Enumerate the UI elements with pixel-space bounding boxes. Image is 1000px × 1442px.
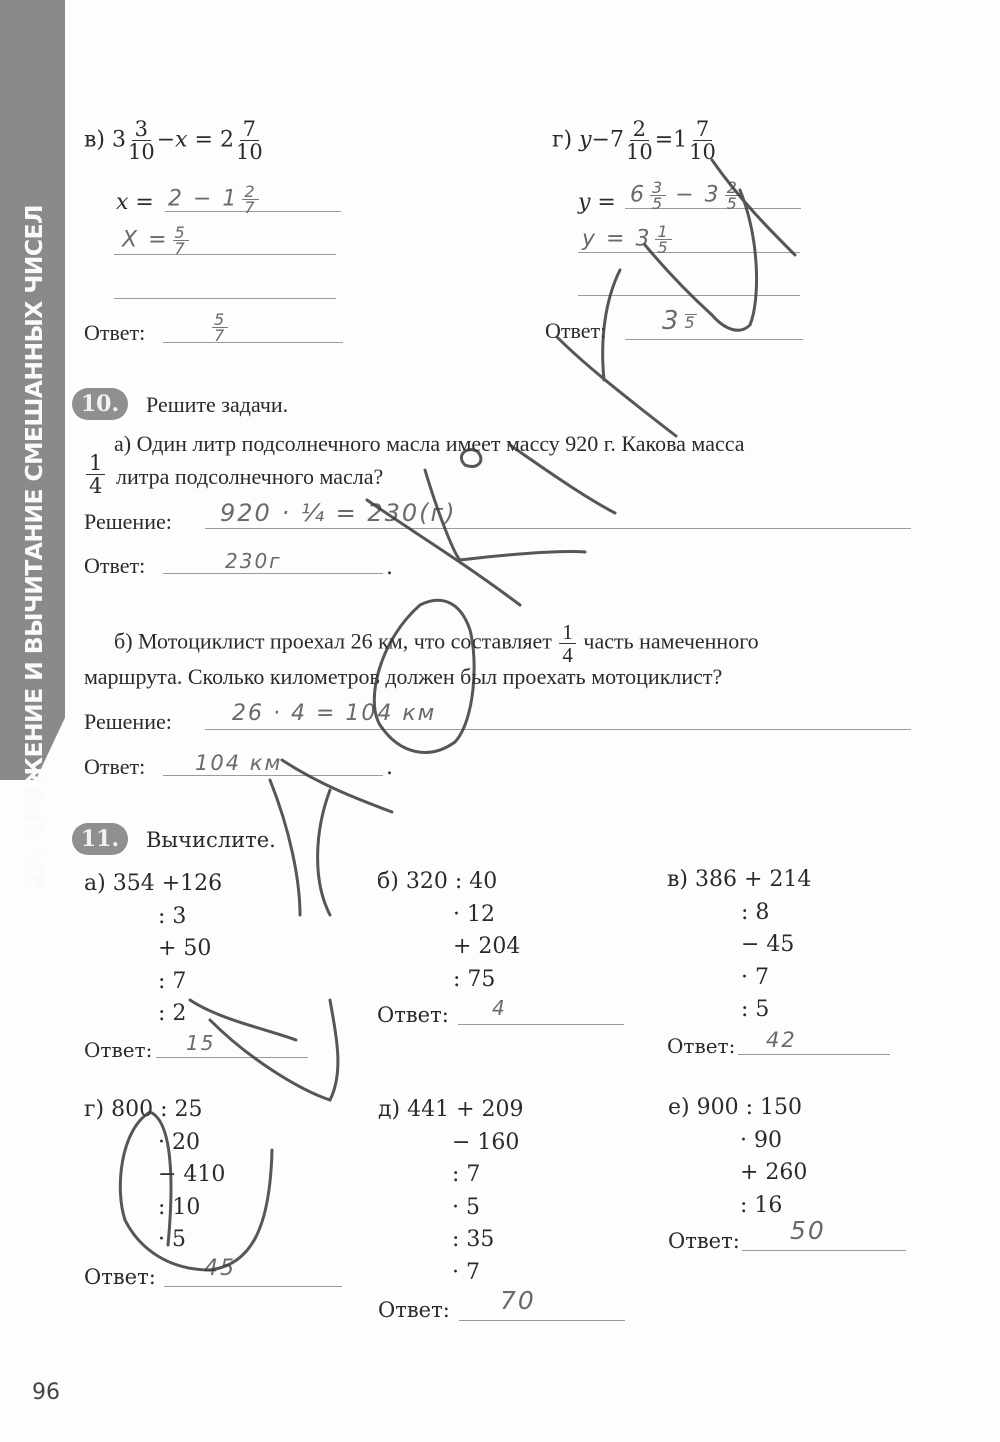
problem-b-line2: маршрута. Сколько километров должен был проехать мотоциклист? [84,664,723,689]
handwritten-answer: 104 км [195,751,283,775]
answer-label: Ответ: [84,320,146,345]
handwritten-solution: 26 · 4 = 104 км [232,701,437,726]
whole-part: −7 [591,127,624,153]
period: . [386,755,393,780]
fraction: $\frac{2}{10}$ [625,117,653,164]
handwritten-work: X = $\frac{5}{7}$ [122,223,187,258]
equation-g [552,118,718,163]
handwritten-work: 6 $\frac{3}{5}$ − 3 $\frac{2}{5}$ [630,178,739,213]
answer-label: Ответ: [378,1298,450,1322]
fraction: $\frac{3}{10}$ [127,117,155,164]
answer-label: Ответ: [84,1038,153,1062]
handwritten-work: y = 3 $\frac{1}{5}$ [582,222,670,257]
handwritten-answer: 230г [225,549,282,573]
task-number-badge: 10. [72,388,128,420]
answer-label: Ответ: [668,1229,740,1253]
chapter-side-label: 29. СЛОЖЕНИЕ И ВЫЧИТАНИЕ СМЕШАННЫХ ЧИСЕЛ [20,205,48,888]
answer-field[interactable] [163,342,343,343]
operator: = [654,127,674,153]
answer-label: Ответ: [545,318,607,343]
answer-field[interactable] [625,339,803,340]
var-label-x: x = [116,190,154,215]
answer-line [578,295,800,296]
handwritten-answer: 70 [500,1286,536,1315]
answer-field[interactable] [459,1320,625,1321]
chain-g: г) 800 : 25 · 20 − 410 : 10 · 5 [84,1097,226,1252]
answer-field[interactable] [164,1286,342,1287]
solution-label: Решение: [84,709,172,734]
answer-label: Ответ: [84,1265,156,1289]
handwritten-answer: $\frac{5}{7}$ [214,310,227,345]
handwritten-solution: 920 · ¼ = 230(г) [220,499,457,527]
fraction: $\frac{7}{10}$ [689,117,716,164]
problem-b-line1: б) Мотоциклист проехал 26 км, что составляет $\frac{1}{4}$ часть намеченного [114,620,759,667]
answer-field[interactable] [156,1057,308,1058]
chain-v: в) 386 + 214 : 8 − 45 · 7 : 5 [667,867,812,1022]
solution-field[interactable] [205,729,911,730]
solution-label: Решение: [84,509,172,534]
handwritten-work: 2 − 1 $\frac{2}{7}$ [168,182,257,217]
answer-field[interactable] [742,1250,906,1251]
answer-label: Ответ: [84,553,146,578]
problem-a-line2: литра подсолнечного масла? [116,464,384,489]
answer-line [114,298,336,299]
fraction: $\frac{7}{10}$ [235,117,263,164]
equation-v [84,118,265,163]
period: . [386,555,393,580]
answer-label: Ответ: [377,1003,449,1027]
whole-part: 1 [673,127,688,153]
handwritten-answer: 3 5 [662,306,697,336]
whole-part: 3 [111,127,126,153]
task-number-badge: 11. [72,823,128,855]
task-title: Вычислите. [146,828,276,852]
handwritten-answer: 4 [492,996,507,1020]
problem-a-line1: а) Один литр подсолнечного масла имеет массу 920 г. Какова масса [114,431,745,456]
handwritten-answer: 42 [766,1028,797,1052]
task-title: Решите задачи. [146,392,289,417]
handwritten-answer: 50 [790,1216,826,1245]
chain-d: д) 441 + 209 − 160 : 7 · 5 : 35 · 7 [378,1097,524,1285]
answer-field[interactable] [458,1024,624,1025]
item-letter: г) [552,127,573,153]
solution-field[interactable] [205,528,911,529]
answer-label: Ответ: [667,1034,736,1058]
chain-b: б) 320 : 40 · 12 + 204 : 75 [377,869,521,992]
whole-part: 2 [219,127,234,153]
handwritten-answer: 15 [186,1031,216,1055]
var-label-y: y = [578,190,616,215]
operator: −x = [156,127,213,153]
page-number: 96 [32,1380,60,1405]
answer-label: Ответ: [84,754,146,779]
answer-field[interactable] [738,1054,890,1055]
item-letter: в) [84,127,105,153]
variable: y [579,127,592,153]
handwritten-answer: 45 [204,1256,236,1281]
chain-a: а) 354 +126 : 3 + 50 : 7 : 2 [84,871,223,1026]
fraction-one-quarter: $\frac{1}{4}$ [84,452,107,497]
chain-e: е) 900 : 150 · 90 + 260 : 16 [668,1095,808,1218]
